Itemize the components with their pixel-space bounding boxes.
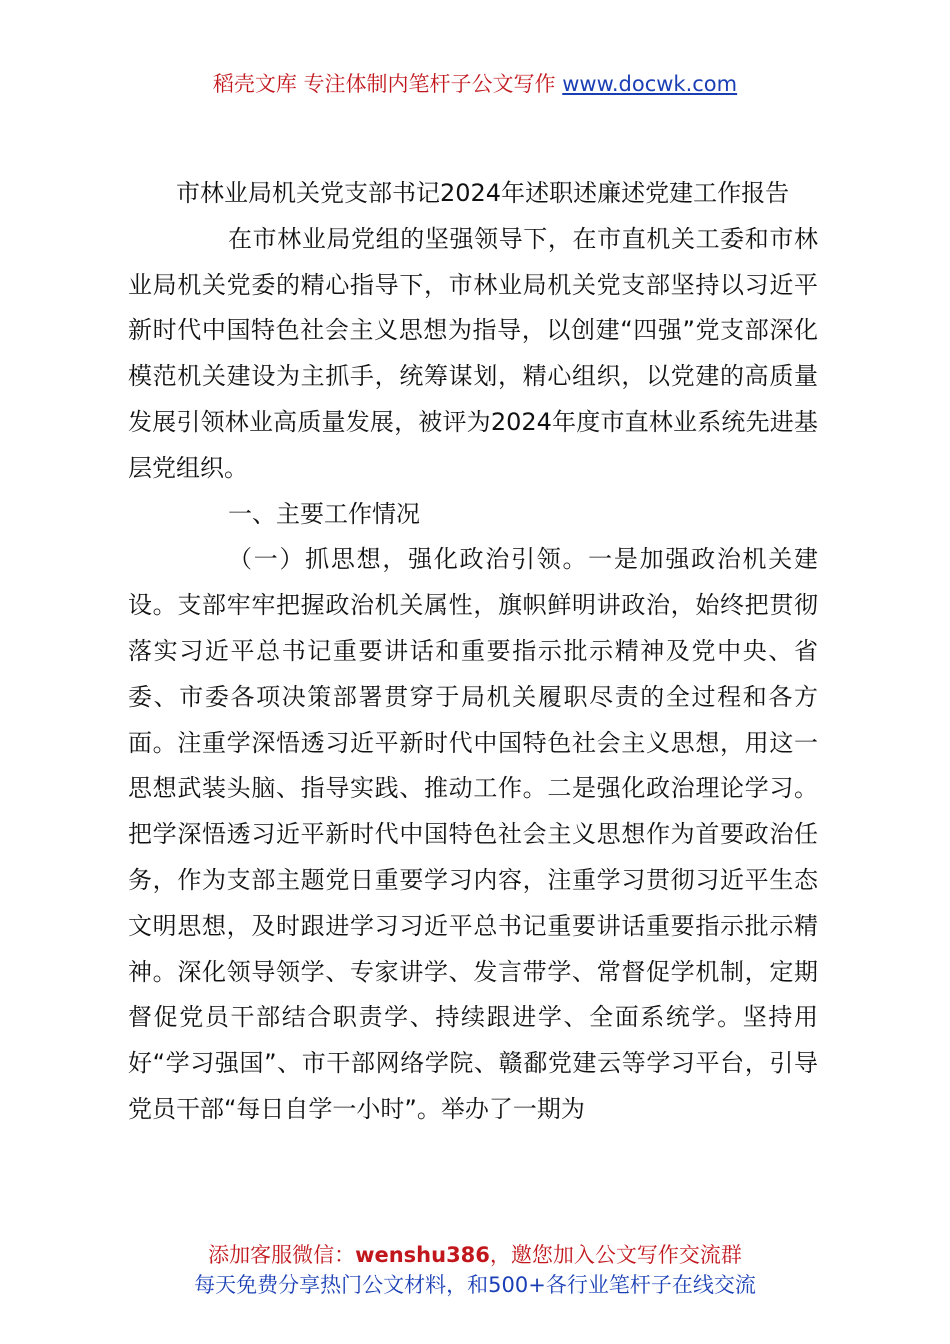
footer-contact (0, 1240, 950, 1270)
document-body (128, 171, 818, 1133)
footer-promo: 每天免费分享热门公文材料，和500+各行业笔杆子在线交流 (194, 1273, 756, 1297)
footer-suffix: ，邀您加入公文写作交流群 (489, 1243, 742, 1267)
intro-paragraph: 在市林业局党组的坚强领导下，在市直机关工委和市林业局机关党委的精心指导下，市林业局机关党支部坚持以习近平新时代中国特色社会主义思想为指导，以创建“四强”党支部深化模范机关建设为主抓手，统筹谋划，精心组织，以党建的高质量发展引领林业高质量发展，被评为2024年度市直林业系统先进基层党组织。 (128, 224, 818, 482)
page-header (0, 66, 950, 102)
body-paragraph: （一）抓思想，强化政治引领。一是加强政治机关建设。支部牢牢把握政治机关属性，旗帜鲜明讲政治，始终把贯彻落实习近平总书记重要讲话和重要指示批示精神及党中央、省委、市委各项决策部署贯穿于局机关履职尽责的全过程和各方面。注重学深悟透习近平新时代中国特色社会主义思想，用这一思想武装头脑、指导实践、推动工作。二是强化政治理论学习。把学深悟透习近平新时代中国特色社会主义思想作为首要政治任务，作为支部主题党日重要学习内容，注重学习贯彻习近平生态文明思想，及时跟进学习习近平总书记重要讲话重要指示批示精神。深化领导领学、专家讲学、发言带学、常督促学机制，定期督促党员干部结合职责学、持续跟进学、全面系统学。坚持用好“学习强国”、市干部网络学院、赣鄱党建云等学习平台，引导党员干部“每日自学一小时”。举办了一期为 (128, 545, 818, 1123)
section-heading: 一、主要工作情况 (228, 499, 420, 528)
brand-text: 稻壳文库 专注体制内笔杆子公文写作 (212, 72, 556, 96)
footer-prefix: 添加客服微信： (208, 1243, 356, 1267)
website-link[interactable]: www.docwk.com (562, 72, 738, 96)
wechat-id: wenshu386 (355, 1243, 490, 1267)
document-title: 市林业局机关党支部书记2024年述职述廉述党建工作报告 (176, 179, 790, 207)
